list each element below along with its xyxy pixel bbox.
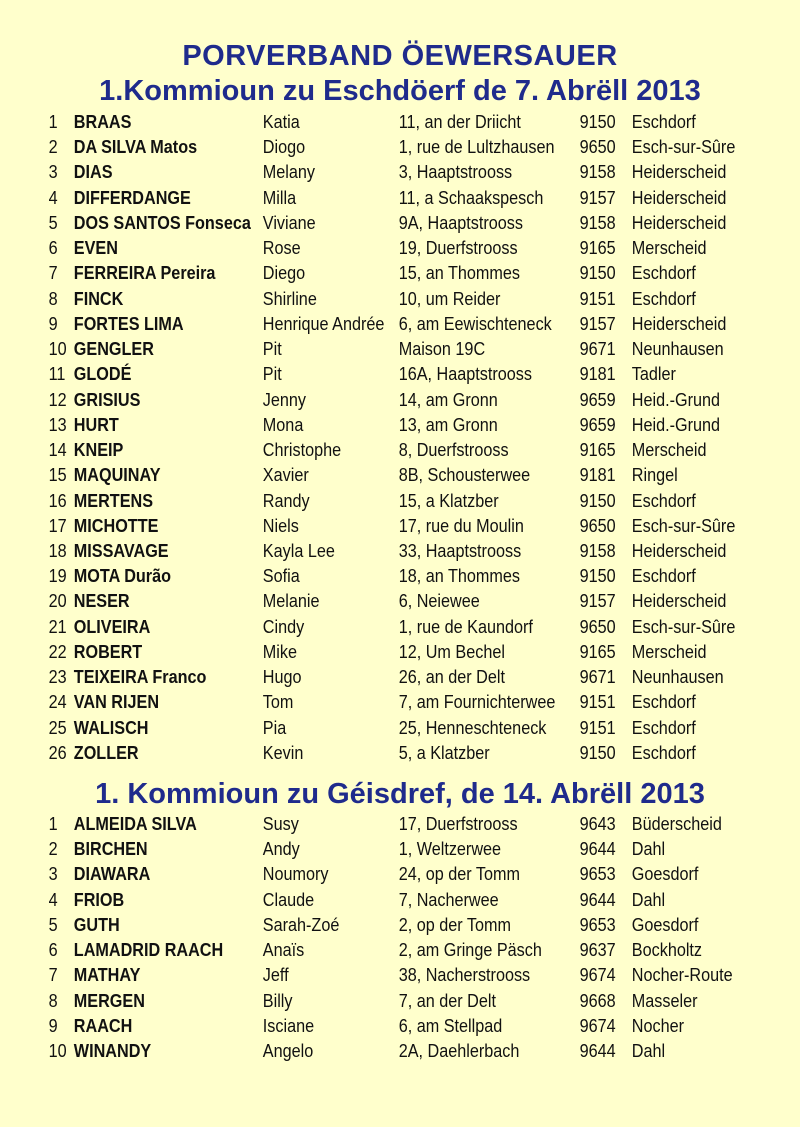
address: Maison 19C <box>398 339 486 360</box>
postal-code: 9643 <box>579 814 616 834</box>
surname: GENGLER <box>73 339 154 360</box>
postal-code: 9150 <box>579 566 616 587</box>
surname: FORTES LIMA <box>73 313 184 334</box>
town: Merscheid <box>631 440 707 461</box>
first-name: Andy <box>262 839 300 860</box>
address: 8B, Schousterwee <box>398 465 531 486</box>
row-number: 1 <box>48 112 58 132</box>
list-item <box>0 740 720 765</box>
first-name: Katia <box>262 112 300 132</box>
postal-code: 9659 <box>579 389 616 410</box>
first-name: Anaïs <box>262 940 305 961</box>
surname: MICHOTTE <box>73 515 159 536</box>
postal-code: 9150 <box>579 742 616 763</box>
first-name: Milla <box>262 187 297 208</box>
surname: BIRCHEN <box>73 839 148 860</box>
surname: MAQUINAY <box>73 465 161 486</box>
list-item <box>0 962 733 987</box>
surname: OLIVEIRA <box>73 616 151 637</box>
list-item <box>0 912 720 937</box>
first-name: Pia <box>262 717 287 738</box>
row-number: 9 <box>48 1015 58 1036</box>
list-item <box>0 437 720 462</box>
surname: DIFFERDANGE <box>73 187 191 208</box>
surname: MOTA Durão <box>73 566 171 587</box>
list-item <box>0 861 720 886</box>
address: 11, an der Driicht <box>398 112 521 132</box>
row-number: 18 <box>48 540 67 561</box>
surname: FINCK <box>73 288 124 309</box>
list-item <box>0 1038 720 1063</box>
list-item <box>0 336 724 361</box>
postal-code: 9650 <box>579 515 616 536</box>
surname: EVEN <box>73 238 118 259</box>
row-number: 6 <box>48 940 58 961</box>
address: 17, rue du Moulin <box>398 515 524 536</box>
first-name: Diego <box>262 263 306 284</box>
address: 13, am Gronn <box>398 414 498 435</box>
list-item <box>0 109 720 134</box>
surname: DIAS <box>73 162 113 183</box>
address: 5, a Klatzber <box>398 742 490 763</box>
first-name: Melanie <box>262 591 320 612</box>
first-name: Melany <box>262 162 316 183</box>
surname: GRISIUS <box>73 389 141 410</box>
address: 14, am Gronn <box>398 389 498 410</box>
list-item <box>0 361 720 386</box>
address: 7, an der Delt <box>398 990 496 1011</box>
town: Esch-sur-Sûre <box>631 137 736 158</box>
first-name: Sarah-Zoé <box>262 914 340 935</box>
list-item <box>0 311 727 336</box>
surname: MISSAVAGE <box>73 540 169 561</box>
postal-code: 9157 <box>579 313 616 334</box>
row-number: 22 <box>48 641 67 662</box>
postal-code: 9151 <box>579 692 616 713</box>
row-number: 10 <box>48 1041 67 1062</box>
list-item <box>0 134 736 159</box>
postal-code: 9659 <box>579 414 616 435</box>
list-item <box>0 412 720 437</box>
surname: WALISCH <box>73 717 149 738</box>
postal-code: 9158 <box>579 162 616 183</box>
first-name: Mona <box>262 414 304 435</box>
surname: FRIOB <box>73 889 125 910</box>
row-number: 7 <box>48 965 58 986</box>
town: Heiderscheid <box>631 313 727 334</box>
row-number: 3 <box>48 162 58 183</box>
postal-code: 9671 <box>579 339 616 360</box>
list-item <box>0 937 720 962</box>
row-number: 20 <box>48 591 67 612</box>
town: Eschdorf <box>631 717 696 738</box>
postal-code: 9151 <box>579 717 616 738</box>
address: 2, op der Tomm <box>398 914 511 935</box>
town: Eschdorf <box>631 263 696 284</box>
row-number: 2 <box>48 137 58 158</box>
town: Eschdorf <box>631 490 696 511</box>
row-number: 4 <box>48 187 58 208</box>
first-name: Noumory <box>262 864 329 885</box>
first-name: Kevin <box>262 742 304 763</box>
surname: TEIXEIRA Franco <box>73 667 207 688</box>
town: Büderscheid <box>631 814 722 834</box>
list-item <box>0 836 720 861</box>
list-item <box>0 988 720 1013</box>
address: 6, am Stellpad <box>398 1015 503 1036</box>
row-number: 8 <box>48 990 58 1011</box>
first-name: Niels <box>262 515 299 536</box>
town: Heiderscheid <box>631 540 727 561</box>
postal-code: 9674 <box>579 965 616 986</box>
surname: KNEIP <box>73 440 124 461</box>
postal-code: 9157 <box>579 591 616 612</box>
town: Heiderscheid <box>631 162 727 183</box>
surname: ROBERT <box>73 641 143 662</box>
list-item <box>0 185 727 210</box>
row-number: 4 <box>48 889 58 910</box>
row-number: 5 <box>48 212 58 233</box>
row-number: 9 <box>48 313 58 334</box>
first-name: Diogo <box>262 137 306 158</box>
town: Neunhausen <box>631 667 724 688</box>
postal-code: 9650 <box>579 616 616 637</box>
address: 8, Duerfstrooss <box>398 440 509 461</box>
page-title: PORVERBAND ÖEWERSAUER <box>182 40 618 72</box>
postal-code: 9158 <box>579 212 616 233</box>
surname: GUTH <box>73 914 120 935</box>
section2-title: 1. Kommioun zu Géisdref, de 14. Abrëll 2013 <box>95 778 705 810</box>
first-name: Billy <box>262 990 293 1011</box>
row-number: 10 <box>48 339 67 360</box>
row-number: 21 <box>48 616 67 637</box>
postal-code: 9644 <box>579 1041 616 1062</box>
postal-code: 9650 <box>579 137 616 158</box>
town: Dahl <box>631 889 666 910</box>
town: Ringel <box>631 465 678 486</box>
postal-code: 9150 <box>579 263 616 284</box>
town: Goesdorf <box>631 864 699 885</box>
first-name: Viviane <box>262 212 316 233</box>
row-number: 19 <box>48 566 67 587</box>
row-number: 8 <box>48 288 58 309</box>
first-name: Randy <box>262 490 310 511</box>
list-item <box>0 715 720 740</box>
postal-code: 9653 <box>579 864 616 885</box>
surname: ALMEIDA SILVA <box>73 814 197 834</box>
list-item <box>0 639 720 664</box>
postal-code: 9671 <box>579 667 616 688</box>
first-name: Pit <box>262 364 282 385</box>
row-number: 15 <box>48 465 67 486</box>
row-number: 3 <box>48 864 58 885</box>
row-number: 11 <box>48 364 66 385</box>
town: Bockholtz <box>631 940 703 961</box>
address: 7, Nacherwee <box>398 889 499 910</box>
row-number: 5 <box>48 914 58 935</box>
town: Masseler <box>631 990 698 1011</box>
surname: NESER <box>73 591 130 612</box>
address: 26, an der Delt <box>398 667 505 688</box>
postal-code: 9150 <box>579 490 616 511</box>
address: 33, Haaptstrooss <box>398 540 522 561</box>
list-item <box>0 563 720 588</box>
town: Heiderscheid <box>631 212 727 233</box>
town: Merscheid <box>631 238 707 259</box>
address: 15, an Thommes <box>398 263 520 284</box>
surname: FERREIRA Pereira <box>73 263 216 284</box>
list-item <box>0 159 727 184</box>
row-number: 23 <box>48 667 67 688</box>
town: Heid.-Grund <box>631 414 721 435</box>
address: 24, op der Tomm <box>398 864 520 885</box>
address: 9A, Haaptstrooss <box>398 212 523 233</box>
list-item <box>0 588 727 613</box>
postal-code: 9157 <box>579 187 616 208</box>
list-item <box>0 488 720 513</box>
first-name: Hugo <box>262 667 302 688</box>
surname: BRAAS <box>73 112 132 132</box>
postal-code: 9668 <box>579 990 616 1011</box>
postal-code: 9181 <box>579 465 616 486</box>
surname: HURT <box>73 414 119 435</box>
row-number: 14 <box>48 440 67 461</box>
list-item <box>0 689 720 714</box>
postal-code: 9181 <box>579 364 616 385</box>
address: 6, Neiewee <box>398 591 480 612</box>
town: Tadler <box>631 364 676 385</box>
address: 25, Henneschteneck <box>398 717 547 738</box>
surname: DA SILVA Matos <box>73 137 198 158</box>
surname: DIAWARA <box>73 864 151 885</box>
first-name: Jenny <box>262 389 307 410</box>
town: Heid.-Grund <box>631 389 721 410</box>
town: Eschdorf <box>631 288 696 309</box>
town: Eschdorf <box>631 742 696 763</box>
town: Eschdorf <box>631 112 696 132</box>
first-name: Jeff <box>262 965 289 986</box>
first-name: Rose <box>262 238 301 259</box>
postal-code: 9165 <box>579 440 616 461</box>
postal-code: 9150 <box>579 112 616 132</box>
postal-code: 9151 <box>579 288 616 309</box>
address: 1, rue de Lultzhausen <box>398 137 555 158</box>
list-item <box>0 538 727 563</box>
address: 16A, Haaptstrooss <box>398 364 532 385</box>
postal-code: 9158 <box>579 540 616 561</box>
first-name: Tom <box>262 692 294 713</box>
postal-code: 9653 <box>579 914 616 935</box>
address: 1, rue de Kaundorf <box>398 616 533 637</box>
first-name: Angelo <box>262 1041 314 1062</box>
row-number: 13 <box>48 414 67 435</box>
address: 10, um Reider <box>398 288 501 309</box>
town: Nocher-Route <box>631 965 733 986</box>
row-number: 7 <box>48 263 58 284</box>
town: Dahl <box>631 1041 666 1062</box>
town: Dahl <box>631 839 666 860</box>
postal-code: 9165 <box>579 641 616 662</box>
list-item <box>0 462 720 487</box>
town: Goesdorf <box>631 914 699 935</box>
row-number: 16 <box>48 490 67 511</box>
address: 3, Haaptstrooss <box>398 162 513 183</box>
postal-code: 9674 <box>579 1015 616 1036</box>
section2-list <box>0 811 800 1063</box>
first-name: Xavier <box>262 465 309 486</box>
postal-code: 9637 <box>579 940 616 961</box>
address: 12, Um Bechel <box>398 641 505 662</box>
row-number: 24 <box>48 692 67 713</box>
list-item <box>0 614 736 639</box>
first-name: Henrique Andrée <box>262 313 385 334</box>
first-name: Claude <box>262 889 315 910</box>
list-item <box>0 1013 720 1038</box>
first-name: Susy <box>262 814 299 834</box>
list-item <box>0 811 720 836</box>
first-name: Shirline <box>262 288 317 309</box>
first-name: Mike <box>262 641 298 662</box>
list-item <box>0 887 720 912</box>
first-name: Cindy <box>262 616 305 637</box>
surname: WINANDY <box>73 1041 152 1062</box>
postal-code: 9644 <box>579 839 616 860</box>
town: Esch-sur-Sûre <box>631 616 736 637</box>
address: 15, a Klatzber <box>398 490 499 511</box>
address: 7, am Fournichterwee <box>398 692 556 713</box>
surname: GLODÉ <box>73 364 132 385</box>
town: Eschdorf <box>631 566 696 587</box>
address: 6, am Eewischteneck <box>398 313 552 334</box>
surname: MERGEN <box>73 990 145 1011</box>
list-item <box>0 387 720 412</box>
list-item <box>0 286 720 311</box>
row-number: 26 <box>48 742 67 763</box>
row-number: 17 <box>48 515 67 536</box>
postal-code: 9165 <box>579 238 616 259</box>
row-number: 12 <box>48 389 67 410</box>
town: Heiderscheid <box>631 187 727 208</box>
address: 11, a Schaakspesch <box>398 187 544 208</box>
town: Merscheid <box>631 641 707 662</box>
list-item <box>0 260 720 285</box>
surname: MERTENS <box>73 490 154 511</box>
surname: ZOLLER <box>73 742 139 763</box>
list-item <box>0 664 724 689</box>
list-item <box>0 513 736 538</box>
town: Esch-sur-Sûre <box>631 515 736 536</box>
section1-list <box>0 109 800 765</box>
town: Neunhausen <box>631 339 724 360</box>
town: Nocher <box>631 1015 685 1036</box>
first-name: Isciane <box>262 1015 315 1036</box>
town: Eschdorf <box>631 692 696 713</box>
address: 38, Nacherstrooss <box>398 965 531 986</box>
surname: VAN RIJEN <box>73 692 160 713</box>
address: 18, an Thommes <box>398 566 520 587</box>
surname: LAMADRID RAACH <box>73 940 224 961</box>
surname: MATHAY <box>73 965 141 986</box>
address: 1, Weltzerwee <box>398 839 502 860</box>
postal-code: 9644 <box>579 889 616 910</box>
list-item <box>0 235 720 260</box>
first-name: Christophe <box>262 440 342 461</box>
surname: DOS SANTOS Fonseca <box>73 212 251 233</box>
row-number: 6 <box>48 238 58 259</box>
row-number: 2 <box>48 839 58 860</box>
row-number: 1 <box>48 814 58 834</box>
row-number: 25 <box>48 717 67 738</box>
address: 19, Duerfstrooss <box>398 238 518 259</box>
section1-title: 1.Kommioun zu Eschdöerf de 7. Abrëll 2013 <box>99 75 701 107</box>
first-name: Pit <box>262 339 282 360</box>
address: 2A, Daehlerbach <box>398 1041 520 1062</box>
town: Heiderscheid <box>631 591 727 612</box>
address: 2, am Gringe Päsch <box>398 940 542 961</box>
surname: RAACH <box>73 1015 133 1036</box>
first-name: Sofia <box>262 566 300 587</box>
first-name: Kayla Lee <box>262 540 335 561</box>
list-item <box>0 210 727 235</box>
address: 17, Duerfstrooss <box>398 814 518 834</box>
